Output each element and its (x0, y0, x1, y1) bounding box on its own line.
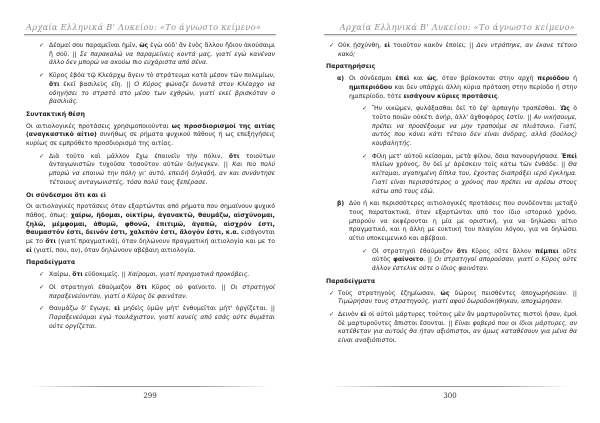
checkmark-icon: ✓ (39, 271, 45, 279)
example-item (26, 284, 275, 301)
section-heading (26, 111, 275, 120)
text-run: , όταν βρίσκονται στην αρχή (436, 75, 538, 83)
translation-text: Είναι φοβερό που οι ίδιοι μάρτυρες, αν κατέθεταν για αυτούς θα ήταν αξιόπιστοι, αν όμως καταθέσουν για μένα θα είναι αναξιόπιστοι. (338, 319, 577, 345)
text-run: Κῦρος ἐβόα τῷ Κλεάρχῳ ἄγειν τὸ στράτευμα κατὰ μέσον τῶν πολεμίων, (49, 72, 275, 80)
text-run: και (409, 75, 428, 83)
text-run: Οι αιτιολογικές προτάσεις χρησιμοποιούνται (26, 122, 172, 130)
numbered-note (326, 75, 577, 101)
example-item (26, 271, 275, 280)
bold-text: περιόδου (537, 75, 570, 83)
bold-text: ὅτι (136, 283, 147, 291)
text-run: και δεν υπάρχει άλλη κύρια πρόταση στην περίοδο ή στην ημιπερίοδο, τότε (349, 83, 577, 100)
checkmark-icon: ✓ (362, 105, 368, 113)
example-item (326, 290, 577, 307)
header-rule (324, 34, 577, 35)
text-run: Δύο ή και περισσότερες αιτιολογικές προτάσεις που συνδέονται μεταξύ τους παρατακτικά, όταν εξαρτώνται από τον ίδιο ιστορικό χρόνο, μπορούν να εκφέρονται η μία με οριστική, για να δηλώσει αίτιο πραγματικό, και η άλλη με ευκτική του πλαγίου λόγου, για να δηλώσει αίτιο υποκειμενικό και αβέβαιο. (349, 200, 577, 243)
section-heading (26, 192, 275, 201)
checkmark-icon: ✓ (39, 305, 45, 313)
section-heading (26, 259, 275, 268)
translation-text: Δεν ντράπηκε, αν έκανε τέτοιο κακό; (338, 42, 578, 58)
text-run: Χαίρω, (49, 271, 73, 279)
example-item (26, 305, 275, 331)
note-label: α) (337, 75, 345, 83)
text-run: (γιατί πραγματικά), όταν δηλώνουν πραγματική αιτιολογία και με το (55, 238, 275, 246)
bold-text: Ἐπεὶ (561, 152, 577, 160)
bold-text: ὡς (427, 75, 437, 83)
bold-text: ὅτι (49, 80, 60, 88)
bold-text: ἐπεὶ (395, 75, 410, 83)
bold-text: ὅτι (228, 152, 240, 160)
bold-text: εἰ (114, 305, 120, 313)
text-run: ἐκεῖ βασιλεὺς εἴη. || (59, 80, 135, 88)
page-number: 299 (143, 392, 157, 400)
text-run: Οἱ στρατηγοὶ ἐθαύμαζον (49, 283, 137, 291)
page-right (300, 0, 600, 423)
bold-text: εἰ (384, 42, 391, 49)
checkmark-icon: ✓ (329, 42, 335, 49)
text-run: Κῦρος οὐ φαίνοιτο. || (146, 283, 231, 291)
text-run: Παραδείγματα (26, 259, 76, 267)
bold-text: εἰ (360, 310, 367, 318)
bold-text: πέμπει (535, 247, 559, 255)
translation-text: Ο Κύρος φώναζε δυνατά στον Κλέαρχο να οδηγήσει το στρατό στο μέσο των εχθρών, γιατί εκεί βρισκόταν ο βασιλιάς. (49, 80, 275, 106)
bold-text: ὡς (440, 289, 450, 297)
checkmark-icon: ✓ (329, 289, 335, 297)
footer-rule (30, 386, 270, 387)
bold-text: εισάγουν κύριες προτάσεις (403, 92, 498, 100)
checkmark-icon: ✓ (39, 72, 45, 80)
text-run: Δεινὸν (338, 310, 361, 318)
translation-text: Οι στρατηγοί παραξενεύονταν, γιατί ο Κύρος δε φαινόταν. (49, 283, 275, 300)
text-run: δώροις πεισθέντες ἀποχωρήσειαν. || (449, 289, 577, 297)
bold-text: ὅτι (45, 238, 56, 246)
translation-text: Σε παρακαλώ να παραμείνεις κοντά μας, γιατί εγώ κανέναν άλλο δεν μπορώ να ακούω πιο ευχάριστα από σένα. (49, 50, 275, 67)
page-number: 300 (443, 392, 457, 400)
bold-text: ημιπεριόδου (349, 83, 393, 91)
text-run: ἐγὼ οὐδ' ἂν ἑνὸς ἄλλου ἥδιον ἀκούσαιμι ἢ σοῦ. || (49, 42, 275, 58)
bold-text: φαίνοιτο (393, 256, 424, 264)
text-run: Παραδείγματα (326, 277, 376, 285)
page-content (26, 42, 275, 335)
example-item (326, 153, 577, 197)
bold-text: εἰ (26, 246, 32, 254)
example-item (26, 72, 275, 107)
note-label: β) (337, 200, 345, 208)
text-run: ὁ τοῦτο ποιῶν οὐκέτι ἀνήρ, ἀλλ' ἀχθοφόρος ἐστίν. || (372, 105, 577, 121)
bold-text: ὅτι (456, 247, 468, 255)
text-run: πλείων χρόνος, ὃν δεῖ μ' ἀρέσκειν τοῖς κάτω τῶν ἐνθάδε. || (372, 161, 569, 169)
checkmark-icon: ✓ (39, 152, 45, 160)
footer-rule (330, 386, 570, 387)
example-item (326, 248, 577, 274)
running-header: Αρχαία Ελληνικά Β' Λυκείου: «Το άγνωστο κείμενο» (339, 22, 575, 32)
checkmark-icon: ✓ (329, 310, 335, 318)
text-run: Οι σύνδεσμοι ὅτι και εἰ (26, 191, 107, 199)
text-run: Παρατηρήσεις (326, 63, 376, 71)
text-run: Θαυμάζω δ' ἔγωγε, (49, 305, 115, 313)
checkmark-icon: ✓ (362, 247, 368, 255)
text-run: Οι αιτιολογικές προτάσεις όταν εξαρτώνται από ρήματα που σημαίνουν ψυχικό πάθος, όπως: (26, 203, 275, 219)
translation-text: Θα κείτομαι, αγαπημένη δίπλα του, έχοντας διαπράξει ιερό έγκλημα. Γιατί είναι περισσότερος ο χρόνος που πρέπει να αρέσω στους κάτω από τους εδώ. (372, 161, 577, 195)
text-run: Κῦρος οὔτε ἄλλον (467, 247, 536, 255)
text-run: . (497, 92, 500, 100)
running-header: Αρχαία Ελληνικά Β' Λυκείου: «Το άγνωστο κείμενο» (26, 22, 262, 32)
translation-text: Οι στρατηγοί απορούσαν, γιατί ο Κύρος ούτε άλλον έστελνε ούτε ο ίδιος φαινόταν. (372, 256, 577, 273)
checkmark-icon: ✓ (39, 42, 45, 49)
bold-text: ὡς (139, 42, 149, 49)
text-run: εισάγονται με το (26, 229, 276, 246)
example-item (326, 105, 577, 149)
example-item (326, 311, 577, 346)
text-run: Οὐκ ᾐσχύνθη, (338, 42, 385, 49)
text-run: Συντακτική θέση (26, 110, 85, 118)
text-run: Οἱ στρατηγοὶ ἐθαύμαζον (372, 247, 457, 255)
header-rule (24, 34, 276, 35)
checkmark-icon: ✓ (362, 152, 368, 160)
translation-text: Παραξενεύομαι εγώ τουλάχιστον, γιατί κανείς από εσάς ούτε θυμάται ούτε οργίζεται. (49, 313, 275, 330)
text-run: Φίλη μετ' αὐτοῦ κείσομαι, μετὰ φίλου, ὅσια πανουργήσασα. (372, 152, 562, 160)
text-run: Διὰ τοῦτο καὶ μᾶλλον ἔχω ἐπαινεῖν τὴν πόλιν, (49, 152, 229, 160)
paragraph (26, 203, 275, 255)
text-run: εὐδοκιμεῖς. || (82, 271, 128, 279)
translation-text: Τιμώρησαν τους στρατηγούς, γιατί αφού δωροδοκήθηκαν, αποχώρησαν. (338, 298, 563, 306)
section-heading (326, 278, 577, 287)
text-run: τοιούτων ἀνταγωνιστῶν τυχοῦσα τοσοῦτον αὐτῶν διήνεγκεν. || (49, 152, 275, 169)
text-run: Δέομαί σου παραμεῖναι ἡμῖν, (49, 42, 140, 49)
text-run: . || (423, 256, 435, 264)
text-run: Τοὺς στρατηγοὺς ἐζημίωσαν, (338, 289, 441, 297)
text-run: τοιοῦτον κακὸν ἐποίει; || (390, 42, 477, 49)
bold-text: ὅτι (72, 271, 83, 279)
text-run: Ἢν νικῶμεν, φυλάξασθαι δεῖ τὸ ἐφ' ἁρπαγὴν τραπέσθαι. (372, 105, 561, 113)
page-content (326, 42, 577, 350)
text-run: (γιατί, που, αν), όταν δηλώνουν αβέβαιη αιτιολογία. (31, 246, 196, 254)
text-run: Οι σύνδεσμοι (349, 75, 396, 83)
example-item (26, 42, 275, 68)
bold-text: χαίρω, ἥδομαι, οἰκτίρω, ἀγανακτῶ, θαυμάζω, αἰσχύνομαι, ζηλῶ, μέμφομαι, ἀθυμῶ, φθονῶ, ἐπιτιμῶ, ἀγαπῶ, αἰσχρόν ἐστι, θαυμαστόν ἐστι, δεινόν ἐστι, χαλεπόν ἐστι, ἄλογόν ἐστι, κ.α. (26, 211, 275, 237)
bold-text: Ὡς (560, 105, 570, 113)
text-run: συνήθως σε ρήματα ψυχικού πάθους ή ως επεξηγήσεις κυρίως σε εμπρόθετο προσδιορισμό της αιτίας. (26, 131, 276, 148)
paragraph (26, 123, 275, 149)
bold-text: ως προσδιορισμοί της αιτίας (αναγκαστικό αίτιο) (26, 122, 276, 139)
text-run: μηδεὶς ὑμῶν μήτ' ἐνθυμεῖται μήτ' ὀργίζεται. || (119, 305, 275, 313)
text-run: οὔτε αὐτὸς (372, 247, 577, 264)
translation-text: Αν νικήσουμε, πρέπει να προσέξουμε να μην τραπούμε σε πλιάτσικο. Γιατί, αυτός που κάνει κάτι τέτοιο δεν είναι άνδρας, αλλά (δούλος) κουβαλητής. (372, 113, 578, 148)
translation-text: Και πιο πολύ μπορώ να επαινώ την πόλη γι' αυτό, επειδή δηλαδή, αν και συνάντησε τέτοιους ανταγωνιστές, τόσο πολύ τους ξεπέρασε. (49, 161, 276, 186)
example-item (326, 42, 577, 59)
checkmark-icon: ✓ (39, 283, 45, 291)
text-run: ή (569, 75, 577, 83)
text-run: οἱ αὐτοὶ μάρτυρες τούτοις μὲν ἂν μαρτυροῦντες πιστοὶ ἦσαν, ἐμοὶ δὲ μαρτυροῦντες ἄπιστοι ἔσονται. || (338, 310, 577, 327)
section-heading (326, 63, 577, 72)
numbered-note (326, 200, 577, 244)
example-item (26, 153, 275, 188)
translation-text: Χαίρομαι, γιατί πραγματικά προκόβεις. (127, 271, 250, 279)
